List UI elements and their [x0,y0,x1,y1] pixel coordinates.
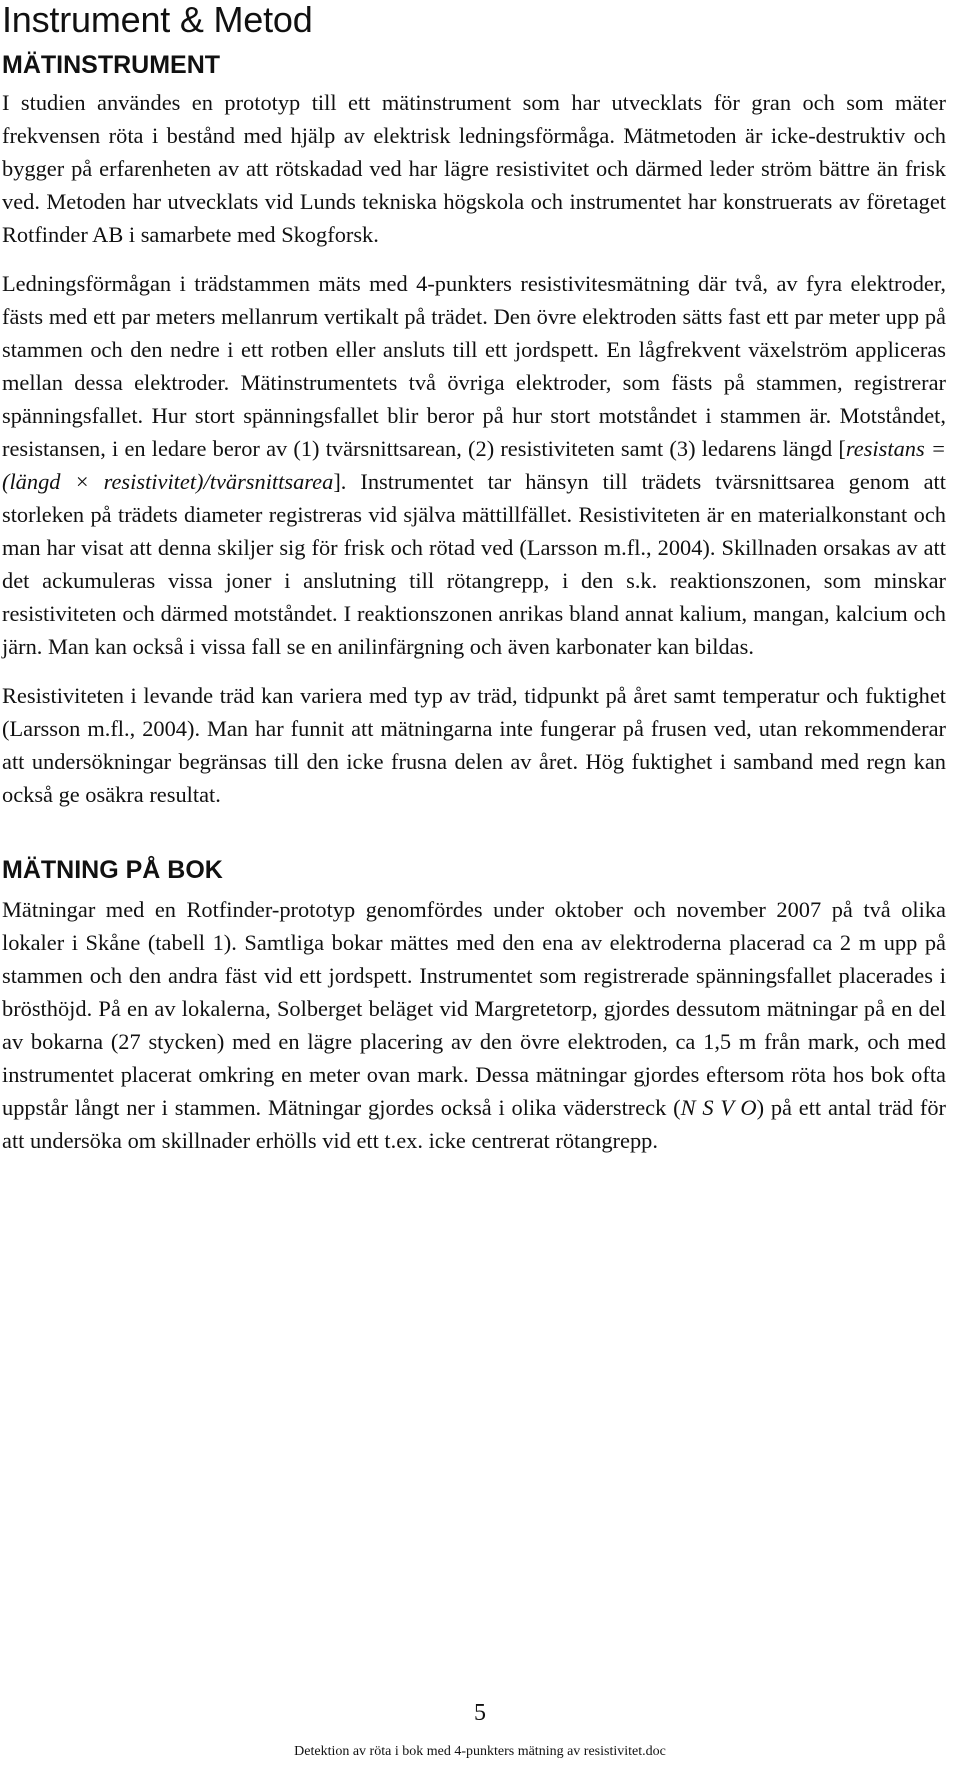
paragraph-beech-text-before: Mätningar med en Rotfinder-prototyp genomfördes under oktober och november 2007 på två olika lokaler i Skåne (tabell 1). Samtliga bokar mättes med den ena av elektroderna placerad ca 2 m upp på stammen och den andra fäst vid ett jordspett. Instrumentet som registrerade spänningsfallet placerades i brösthöjd. På en av lokalerna, Solberget beläget vid Margretetorp, gjordes dessutom mätningar på en del av bokarna (27 stycken) med en lägre placering av den övre elektroden, ca 1,5 m från mark, och med instrumentet placerat omkring en meter ovan mark. Dessa mätningar gjordes eftersom röta hos bok ofta uppstår långt ner i stammen. Mätningar gjordes också i olika väderstreck ( [2,897,946,1120]
paragraph-intro: I studien användes en prototyp till ett mätinstrument som har utvecklats för gran och som mäter frekvensen röta i bestånd med hjälp av elektrisk ledningsförmåga. Mätmetoden är icke-destruktiv och bygger på erfarenheten av att rötskadad ved har lägre resistivitet och därmed leder ström bättre än frisk ved. Metoden har utvecklats vid Lunds tekniska högskola och instrumentet har konstruerats av företaget Rotfinder AB i samarbete med Skogforsk. [2,90,946,247]
paragraph-method-text-before: Ledningsförmågan i trädstammen mäts med 4-punkters resistivitesmätning där två, av fyra elektroder, fästs med ett par meters mellanrum vertikalt på trädet. Den övre elektroden sätts fast ett par meter upp på stammen och den nedre i ett rotben eller ansluts till ett jordspett. En lågfrekvent växelström appliceras mellan dessa elektroder. Mätinstrumentets två övriga elektroder, som fästs på stammen, registrerar spänningsfallet. Hur stort spänningsfallet blir beror på hur stort motståndet i stammen är. Motståndet, resistansen, i en ledare beror av (1) tvärsnittsarean, (2) resistiviteten samt (3) ledarens längd [ [2,271,946,461]
footer-filename: Detektion av röta i bok med 4-punkters mätning av resistivitet.doc [294,1744,666,1759]
section-heading-matning-pa-bok: MÄTNING PÅ BOK [2,856,223,884]
page-number: 5 [474,1700,486,1726]
paragraph-beech-measurements [2,893,946,1157]
document-content [2,0,946,1157]
resistance-formula: resistans = (längd × resistivitet)/tvärsnittsarea [2,436,946,494]
section-heading-matinstrument: MÄTINSTRUMENT [2,51,221,79]
page-title: Instrument & Metod [2,0,313,40]
paragraph-beech-text-after: ) på ett antal träd för att undersöka om skillnader erhölls vid ett t.ex. icke centrerat rötangrepp. [2,1095,946,1153]
paragraph-variation: Resistiviteten i levande träd kan variera med typ av träd, tidpunkt på året samt temperatur och fuktighet (Larsson m.fl., 2004). Man har funnit att mätningarna inte fungerar på frusen ved, utan rekommenderar att undersökningar begränsas till den icke frusna delen av året. Hög fuktighet i samband med regn kan också ge osäkra resultat. [2,683,946,807]
compass-directions: N S V O [680,1095,757,1120]
paragraph-method-text-after: ]. Instrumentet tar hänsyn till trädets tvärsnittsarea genom att storleken på trädets diameter registreras vid själva mättillfället. Resistiviteten är en materialkonstant och man har visat att denna skiljer sig för frisk och rötad ved (Larsson m.fl., 2004). Skillnaden orsakas av att det ackumuleras vissa joner i anslutning till rötangrepp, i den s.k. reaktionszonen, som minskar resistiviteten och därmed motståndet. I reaktionszonen anrikas bland annat kalium, mangan, kalcium och järn. Man kan också i vissa fall se en anilinfärgning och även karbonater kan bildas. [2,469,947,659]
paragraph-method [2,267,946,663]
